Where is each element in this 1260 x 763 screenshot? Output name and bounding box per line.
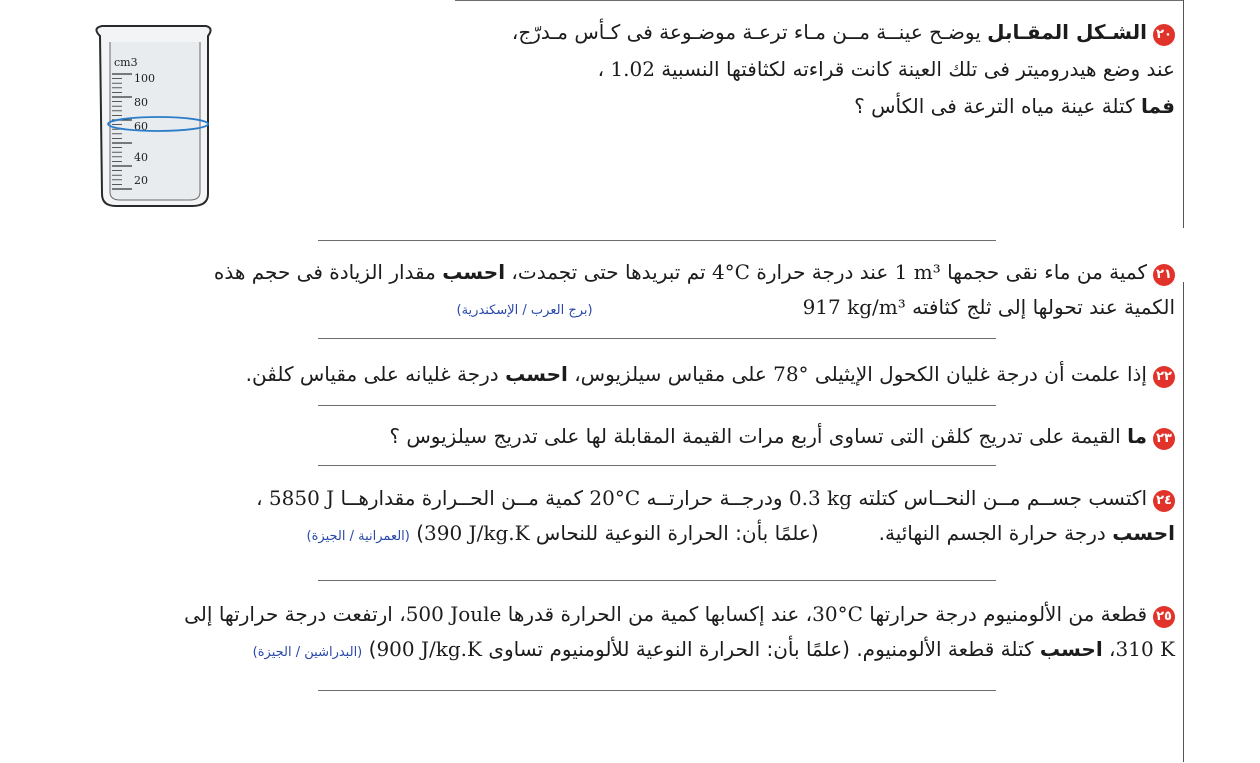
q23-bold-ask: ما bbox=[1127, 424, 1147, 448]
scale-label-20: 20 bbox=[134, 174, 148, 187]
graduated-beaker-figure bbox=[88, 22, 218, 212]
q25-text-d: كتلة قطعة الألومنيوم. bbox=[856, 637, 1034, 661]
q20-text-2-end: ، bbox=[597, 57, 605, 81]
divider-3 bbox=[318, 405, 996, 406]
q24-bold-calc: احسب bbox=[1112, 521, 1175, 545]
divider-4 bbox=[318, 465, 996, 466]
q25-final-temp: 310 K bbox=[1115, 637, 1175, 661]
q24-text-d: درجة حرارة الجسم النهائية. bbox=[878, 521, 1106, 545]
divider-5 bbox=[318, 580, 996, 581]
question-25 bbox=[184, 600, 1175, 667]
q22-number-badge: ٢٢ bbox=[1153, 366, 1175, 388]
q25-text-e: (علمًا بأن: الحرارة النوعية للألومنيوم تساوى bbox=[488, 637, 850, 661]
q21-density: 917 kg/m³ bbox=[802, 295, 906, 319]
q21-text-a: كمية من ماء نقى حجمها bbox=[947, 260, 1147, 284]
q24-mass: 0.3 kg bbox=[788, 486, 852, 510]
q24-temperature: 20°C bbox=[589, 486, 641, 510]
q25-line-2 bbox=[184, 635, 1175, 667]
q21-bold-calc: احسب bbox=[442, 260, 506, 284]
q24-text-a: اكتسب جســم مــن النحــاس كتلته bbox=[858, 486, 1147, 510]
q24-heat: 5850 J bbox=[268, 486, 335, 510]
divider-1 bbox=[318, 240, 996, 241]
q25-text-b: ، عند إكسابها كمية من الحرارة قدرها bbox=[507, 602, 813, 626]
q25-specific-heat: 900 J/kg.K bbox=[376, 637, 482, 661]
scale-label-100: 100 bbox=[134, 72, 155, 85]
q20-line-2 bbox=[512, 55, 1175, 84]
q21-line-1 bbox=[214, 258, 1175, 287]
q25-comma: ، bbox=[1109, 637, 1116, 661]
scale-label-80: 80 bbox=[134, 96, 148, 109]
divider-2 bbox=[318, 338, 996, 339]
q20-text-1: يوضـح عينــة مــن مـاء ترعـة موضـوعة فى كـأس مـدرّج، bbox=[511, 20, 981, 44]
q22-text-c: درجة غليانه على مقياس كلڤن. bbox=[245, 362, 499, 386]
question-22 bbox=[246, 360, 1175, 389]
q25-number-badge: ٢٥ bbox=[1153, 606, 1175, 628]
q24-text-close: ) bbox=[416, 521, 425, 545]
q24-line-2 bbox=[256, 519, 1175, 551]
q20-text-3: كتلة عينة مياه الترعة فى الكأس ؟ bbox=[854, 94, 1135, 118]
q20-line-1 bbox=[512, 18, 1175, 47]
q20-bold-ask: فما bbox=[1140, 94, 1175, 118]
q22-bold-calc: احسب bbox=[505, 362, 568, 386]
q21-number-badge: ٢١ bbox=[1153, 264, 1175, 286]
q22-boiling-point: 78° bbox=[773, 362, 809, 386]
question-20 bbox=[512, 18, 1175, 121]
q20-number-badge: ٢٠ bbox=[1153, 24, 1175, 46]
q24-text-b: ودرجــة حرارتــه bbox=[646, 486, 783, 510]
q25-bold-calc: احسب bbox=[1039, 637, 1103, 661]
q24-text-e: (علمًا بأن: الحرارة النوعية للنحاس bbox=[535, 521, 819, 545]
q25-heat: 500 Joule bbox=[405, 602, 502, 626]
q21-temperature: 4°C bbox=[711, 260, 750, 284]
q24-line-1 bbox=[256, 484, 1175, 513]
q24-number-badge: ٢٤ bbox=[1153, 490, 1175, 512]
q21-text-c: تم تبريدها حتى تجمدت، bbox=[511, 260, 706, 284]
q21-source: (برج العرب / الإسكندرية) bbox=[456, 303, 593, 318]
q20-value: 1.02 bbox=[610, 57, 655, 81]
margin-line-bottom bbox=[1183, 282, 1184, 762]
q25-line-1 bbox=[184, 600, 1175, 629]
q23-line-1 bbox=[304, 422, 1175, 451]
question-21 bbox=[214, 258, 1175, 325]
q25-initial-temp: 30°C bbox=[812, 602, 863, 626]
question-23 bbox=[304, 422, 1175, 451]
q21-text-b: عند درجة حرارة bbox=[756, 260, 889, 284]
q25-source: (البدراشين / الجيزة) bbox=[252, 645, 363, 660]
q20-text-2: عند وضع هيدروميتر فى تلك العينة كانت قراءته لكثافتها النسبية bbox=[661, 57, 1175, 81]
q25-text-close: ) bbox=[368, 637, 377, 661]
q20-bold-lead: الشـكل المقـابل bbox=[987, 20, 1147, 44]
question-24 bbox=[256, 484, 1175, 551]
margin-line-top bbox=[1183, 0, 1184, 228]
q22-text-a: إذا علمت أن درجة غليان الكحول الإيثيلى bbox=[814, 362, 1147, 386]
q24-text-end: ، bbox=[256, 486, 263, 510]
q23-number-badge: ٢٣ bbox=[1153, 428, 1175, 450]
divider-6 bbox=[318, 690, 996, 691]
q20-line-3 bbox=[512, 92, 1175, 121]
q21-line-2 bbox=[214, 293, 1175, 325]
scale-label-40: 40 bbox=[134, 151, 148, 164]
q21-volume: 1 m³ bbox=[894, 260, 941, 284]
q21-text-e: الكمية عند تحولها إلى ثلج كثافته bbox=[912, 295, 1175, 319]
q21-text-d: مقدار الزيادة فى حجم هذه bbox=[213, 260, 436, 284]
q22-line-1 bbox=[246, 360, 1175, 389]
q24-source: (العمرانية / الجيزة) bbox=[306, 529, 410, 544]
beaker-unit-label: cm3 bbox=[114, 56, 138, 69]
q24-text-c: كمية مــن الحــرارة مقدارهــا bbox=[340, 486, 584, 510]
q25-text-a: قطعة من الألومنيوم درجة حرارتها bbox=[869, 602, 1147, 626]
top-rule bbox=[455, 0, 1183, 1]
q24-specific-heat: 390 J/kg.K bbox=[424, 521, 530, 545]
scale-label-60: 60 bbox=[134, 120, 148, 133]
q25-text-c: ، ارتفعت درجة حرارتها إلى bbox=[184, 602, 406, 626]
q22-text-b: على مقياس سيلزيوس، bbox=[574, 362, 767, 386]
q23-text: القيمة على تدريج كلڤن التى تساوى أربع مرات القيمة المقابلة لها على تدريج سيلزيوس ؟ bbox=[389, 424, 1121, 448]
